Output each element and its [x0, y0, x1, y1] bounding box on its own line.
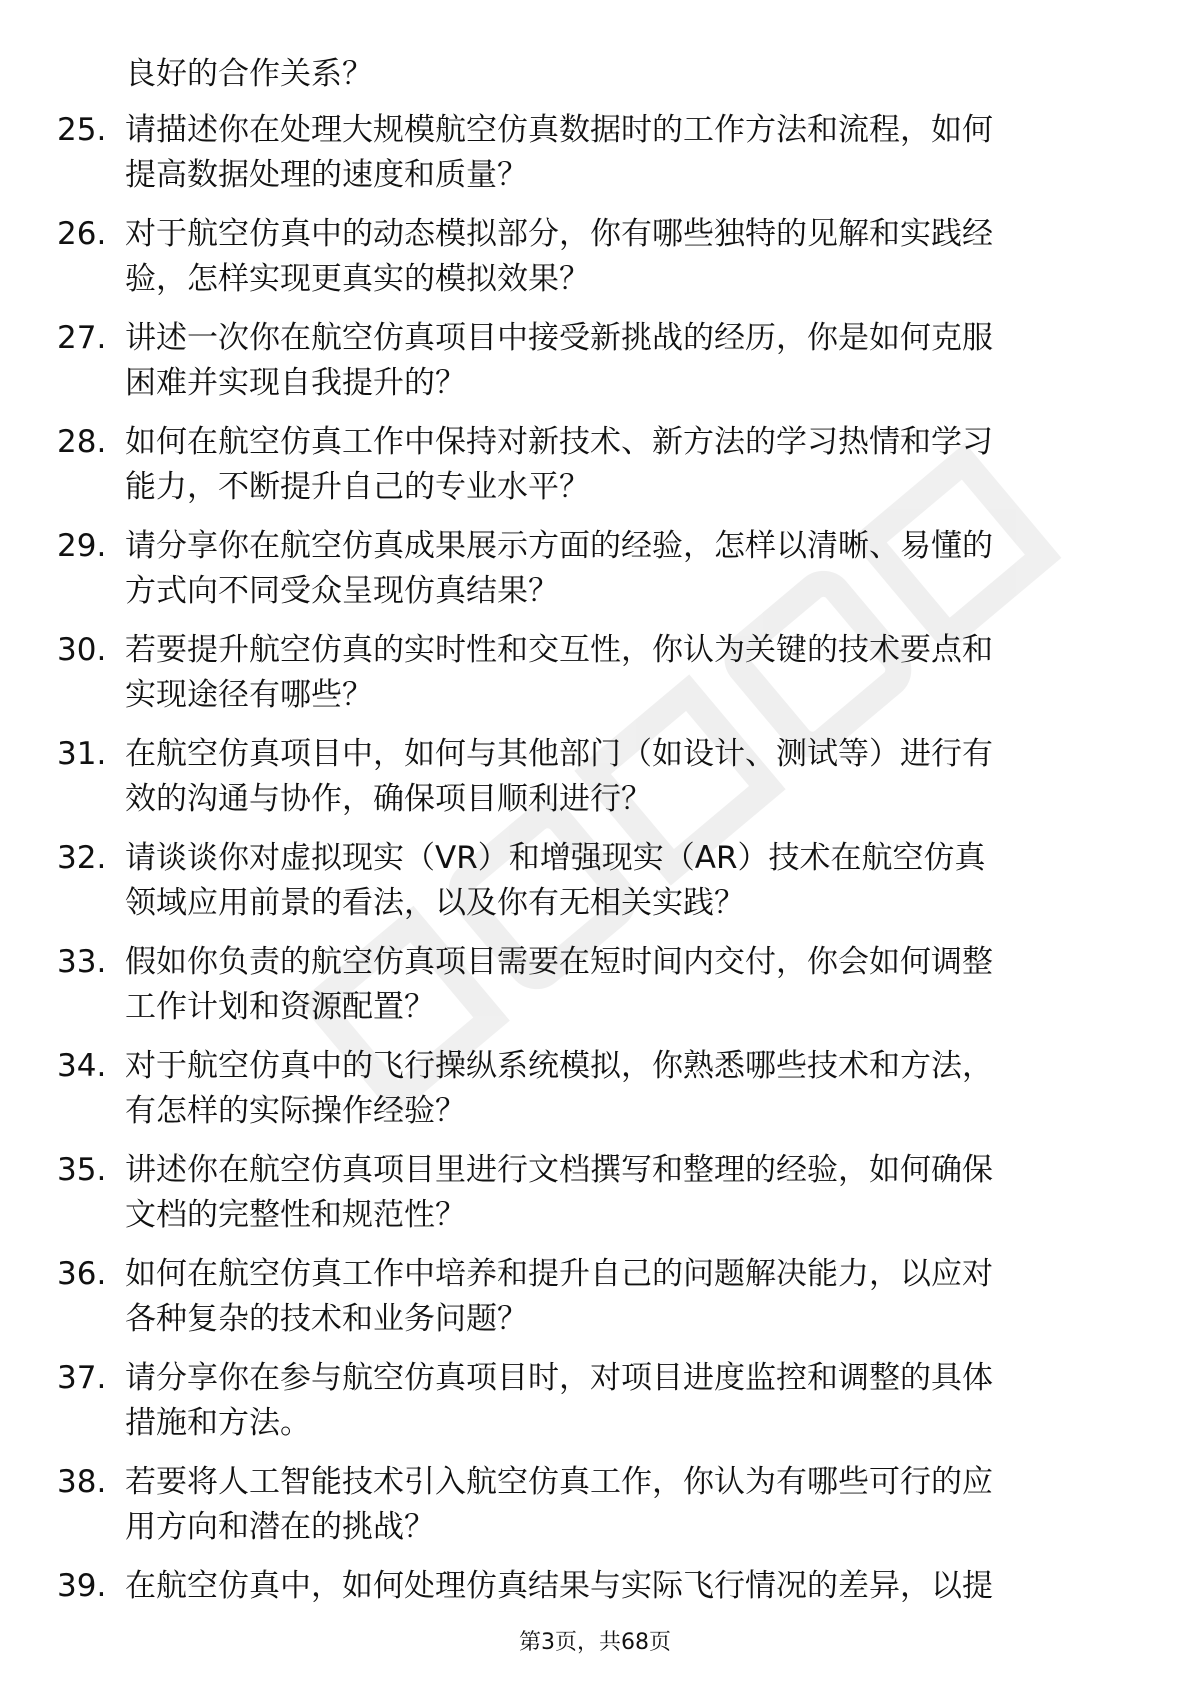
question-line: 验，怎样实现更真实的模拟效果？	[125, 261, 590, 297]
question-number: 39.	[57, 1568, 107, 1604]
question-line: 对于航空仿真中的动态模拟部分，你有哪些独特的见解和实践经	[125, 216, 993, 252]
question-line: 方式向不同受众呈现仿真结果？	[125, 573, 559, 609]
question-line: 文档的完整性和规范性？	[125, 1197, 466, 1233]
question-number: 34.	[57, 1048, 107, 1084]
question-line: 请描述你在处理大规模航空仿真数据时的工作方法和流程，如何	[125, 112, 993, 148]
question-line: 对于航空仿真中的飞行操纵系统模拟，你熟悉哪些技术和方法，	[125, 1048, 993, 1084]
page-footer: 第3页，共68页	[519, 1630, 671, 1655]
question-item	[0, 212, 1190, 316]
question-line: 领域应用前景的看法，以及你有无相关实践？	[125, 885, 745, 921]
question-item	[0, 420, 1190, 524]
question-line: 如何在航空仿真工作中培养和提升自己的问题解决能力，以应对	[125, 1256, 993, 1292]
question-line: 提高数据处理的速度和质量？	[125, 157, 528, 193]
question-line: 措施和方法。	[125, 1405, 311, 1441]
question-text	[125, 940, 1125, 1030]
question-text	[125, 316, 1125, 406]
question-item	[0, 524, 1190, 628]
question-text	[125, 628, 1125, 718]
question-line: 有怎样的实际操作经验？	[125, 1093, 466, 1129]
question-item	[0, 1356, 1190, 1460]
question-number: 27.	[57, 320, 107, 356]
question-line: 请分享你在参与航空仿真项目时，对项目进度监控和调整的具体	[125, 1360, 993, 1396]
question-text	[125, 1460, 1125, 1550]
question-number: 35.	[57, 1152, 107, 1188]
question-text	[125, 732, 1125, 822]
question-number: 36.	[57, 1256, 107, 1292]
question-item	[0, 940, 1190, 1044]
question-line: 困难并实现自我提升的？	[125, 365, 466, 401]
question-number: 26.	[57, 216, 107, 252]
question-number: 30.	[57, 632, 107, 668]
question-line: 假如你负责的航空仿真项目需要在短时间内交付，你会如何调整	[125, 944, 993, 980]
question-text	[125, 836, 1125, 926]
question-item	[0, 1252, 1190, 1356]
question-text	[125, 1252, 1125, 1342]
question-text	[125, 212, 1125, 302]
question-line: 在航空仿真项目中，如何与其他部门（如设计、测试等）进行有	[125, 736, 993, 772]
question-item	[0, 316, 1190, 420]
question-line: 用方向和潜在的挑战？	[125, 1509, 435, 1545]
continuation-line: 良好的合作关系？	[125, 56, 373, 92]
question-text	[125, 420, 1125, 510]
question-line: 能力，不断提升自己的专业水平？	[125, 469, 590, 505]
question-text	[125, 524, 1125, 614]
question-text	[125, 1148, 1125, 1238]
question-line: 请分享你在航空仿真成果展示方面的经验，怎样以清晰、易懂的	[125, 528, 993, 564]
question-item	[0, 732, 1190, 836]
question-line: 实现途径有哪些？	[125, 677, 373, 713]
question-text	[125, 1044, 1125, 1134]
question-number: 31.	[57, 736, 107, 772]
question-number: 33.	[57, 944, 107, 980]
question-number: 32.	[57, 840, 107, 876]
question-line: 若要将人工智能技术引入航空仿真工作，你认为有哪些可行的应	[125, 1464, 993, 1500]
question-text	[125, 1564, 1125, 1609]
question-text	[125, 1356, 1125, 1446]
question-number: 28.	[57, 424, 107, 460]
question-number: 37.	[57, 1360, 107, 1396]
question-number: 29.	[57, 528, 107, 564]
question-line: 讲述一次你在航空仿真项目中接受新挑战的经历，你是如何克服	[125, 320, 993, 356]
question-item	[0, 1148, 1190, 1252]
question-line: 工作计划和资源配置？	[125, 989, 435, 1025]
question-item	[0, 1460, 1190, 1564]
question-number: 38.	[57, 1464, 107, 1500]
question-line: 各种复杂的技术和业务问题？	[125, 1301, 528, 1337]
question-line: 请谈谈你对虚拟现实（VR）和增强现实（AR）技术在航空仿真	[125, 840, 986, 876]
question-item	[0, 836, 1190, 940]
question-text	[125, 108, 1125, 198]
question-line: 讲述你在航空仿真项目里进行文档撰写和整理的经验，如何确保	[125, 1152, 993, 1188]
question-line: 如何在航空仿真工作中保持对新技术、新方法的学习热情和学习	[125, 424, 993, 460]
question-number: 25.	[57, 112, 107, 148]
question-line: 若要提升航空仿真的实时性和交互性，你认为关键的技术要点和	[125, 632, 993, 668]
question-item	[0, 628, 1190, 732]
question-list	[0, 108, 1190, 1668]
question-line: 在航空仿真中，如何处理仿真结果与实际飞行情况的差异，以提	[125, 1568, 993, 1604]
question-item	[0, 1044, 1190, 1148]
question-item	[0, 108, 1190, 212]
question-line: 效的沟通与协作，确保项目顺利进行？	[125, 781, 652, 817]
